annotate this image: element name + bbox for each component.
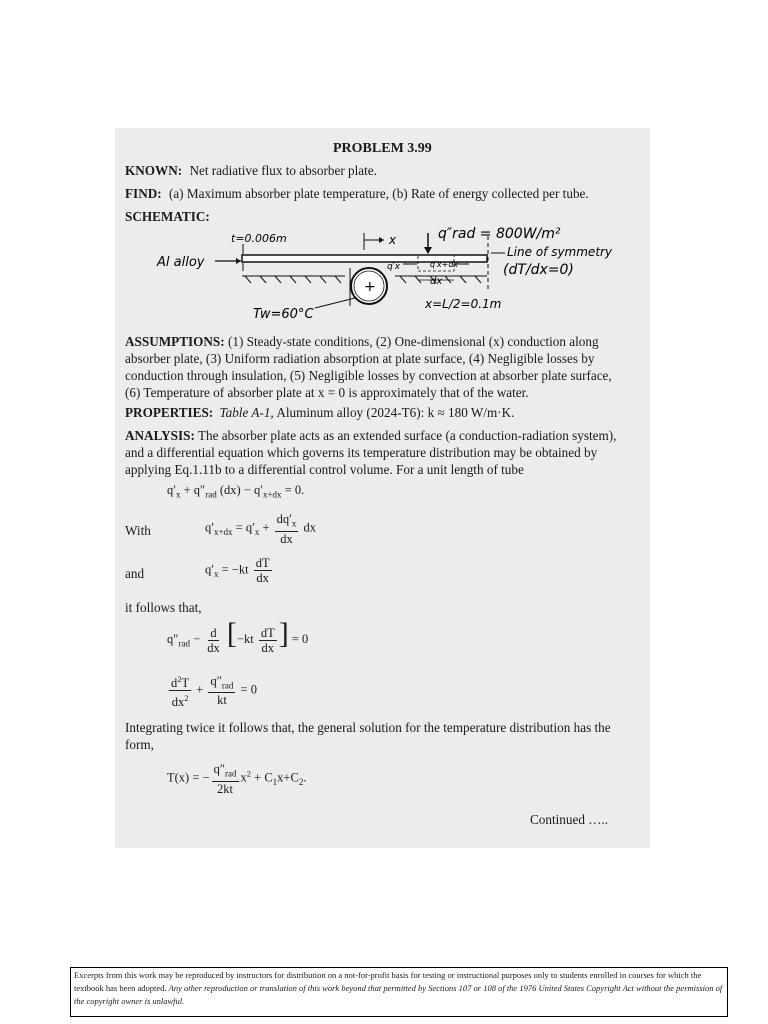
known-section: [125, 162, 377, 179]
equation-qx-dx: $q'_{x+dx} = q'_x$ + $\frac{dq'_x}{dx}$ dx: [205, 512, 317, 546]
document-page: [115, 128, 650, 848]
qxdx-label: q′x+dx: [430, 260, 459, 269]
problem-title: PROBLEM 3.99: [333, 141, 432, 156]
analysis-line-1: The absorber plate acts as an extended surface (a conduction-radiation system),: [197, 428, 617, 443]
symmetry-label: Line of symmetry: [507, 245, 613, 259]
properties-label: PROPERTIES:: [125, 405, 214, 420]
dx-label: dx: [430, 276, 443, 287]
assumptions-line-1: (1) Steady-state conditions, (2) One-dimensional (x) conduction along: [227, 334, 599, 349]
continued-note: Continued …..: [530, 812, 609, 827]
known-text: Net radiative flux to absorber plate.: [189, 163, 377, 178]
analysis-section: [125, 427, 616, 478]
material-label: Al alloy: [157, 255, 205, 270]
x-label: x: [389, 233, 397, 247]
analysis-line-3: applying Eq.1.11b to a differential control volume. For a unit length of tube: [125, 462, 524, 477]
properties-text: Aluminum alloy (2024-T6): k ≈ 180 W/m·K.: [276, 405, 515, 420]
qx-label: q′x: [387, 262, 401, 272]
equation-second-order: $\frac{d^2T}{dx^2}$ + $\frac{q''_{rad}}{kt}$ = 0: [171, 673, 257, 710]
integrating-line-1: Integrating twice it follows that, the general solution for the temperature distribution has the: [125, 720, 611, 735]
schematic-diagram: [145, 226, 625, 326]
with-label: With: [125, 523, 151, 538]
find-label: FIND:: [125, 186, 162, 201]
integrating-line-2: form,: [125, 737, 154, 752]
properties-table-ref: Table A-1,: [219, 405, 274, 420]
find-text: (a) Maximum absorber plate temperature, (b) Rate of energy collected per tube.: [168, 186, 589, 201]
copyright-footer: [70, 967, 728, 1017]
follows-label: it follows that,: [125, 600, 202, 615]
flux-arrowhead: [424, 247, 432, 254]
x-arrowhead: [379, 237, 384, 243]
schematic-label: SCHEMATIC:: [125, 209, 210, 224]
material-arrowhead: [236, 258, 241, 264]
symmetry-condition: (dT/dx=0): [503, 262, 574, 278]
tube-center-mark: +: [364, 279, 376, 295]
known-label: KNOWN:: [125, 163, 183, 178]
assumptions-line-3: conduction through insulation, (5) Negligible losses by convection at absorber plate surface,: [125, 368, 612, 383]
footer-italic-text: Any other reproduction or translation of this work beyond that permitted by Sections 107 or 108 of the 1976 United States Copyright Act without the permission of the copyright owner is unlawful.: [74, 983, 723, 1006]
properties-section: [125, 404, 514, 421]
integrating-section: [125, 719, 611, 753]
equation-fourier: $q'_x = -kt$ $\frac{dT}{dx}$: [205, 556, 270, 585]
flux-label: q″rad = 800W/m²: [438, 226, 561, 242]
analysis-label: ANALYSIS:: [125, 428, 195, 443]
and-label: and: [125, 566, 145, 581]
assumptions-line-2: absorber plate, (3) Uniform radiation absorption at plate surface, (4) Negligible losses by: [125, 351, 595, 366]
water-temp-label: Tw=60°C: [253, 307, 314, 322]
assumptions-section: [125, 333, 612, 401]
thickness-label: t=0.006m: [231, 232, 287, 245]
half-length-label: x=L/2=0.1m: [425, 297, 502, 311]
assumptions-label: ASSUMPTIONS:: [125, 334, 225, 349]
footer-plain-text: Excerpts from this work may be reproduced by instructors for distribution on a not-for-profit basis for testing or instructional purposes only to students enrolled in courses for which the textbook has been adopted.: [74, 970, 702, 993]
find-section: [125, 185, 589, 202]
analysis-line-2: and a differential equation which governs its temperature distribution may be obtained by: [125, 445, 598, 460]
equation-general-solution: T(x) = − $\frac{q''_{rad}}{2kt}$ $x^2 + C_1x+C_2$.: [167, 762, 307, 796]
equation-energy-balance: $q'_x + q''_{rad}$ $(dx) - q'_{x+dx} = 0$.: [167, 483, 305, 500]
water-temp-leader: [315, 298, 355, 308]
assumptions-line-4: (6) Temperature of absorber plate at x = 0 is approximately that of the water.: [125, 385, 529, 400]
equation-differential: $q''_{rad}$ − $\frac{d}{dx}$ [−kt $\frac{dT}{dx}$ ] = 0: [167, 617, 309, 655]
